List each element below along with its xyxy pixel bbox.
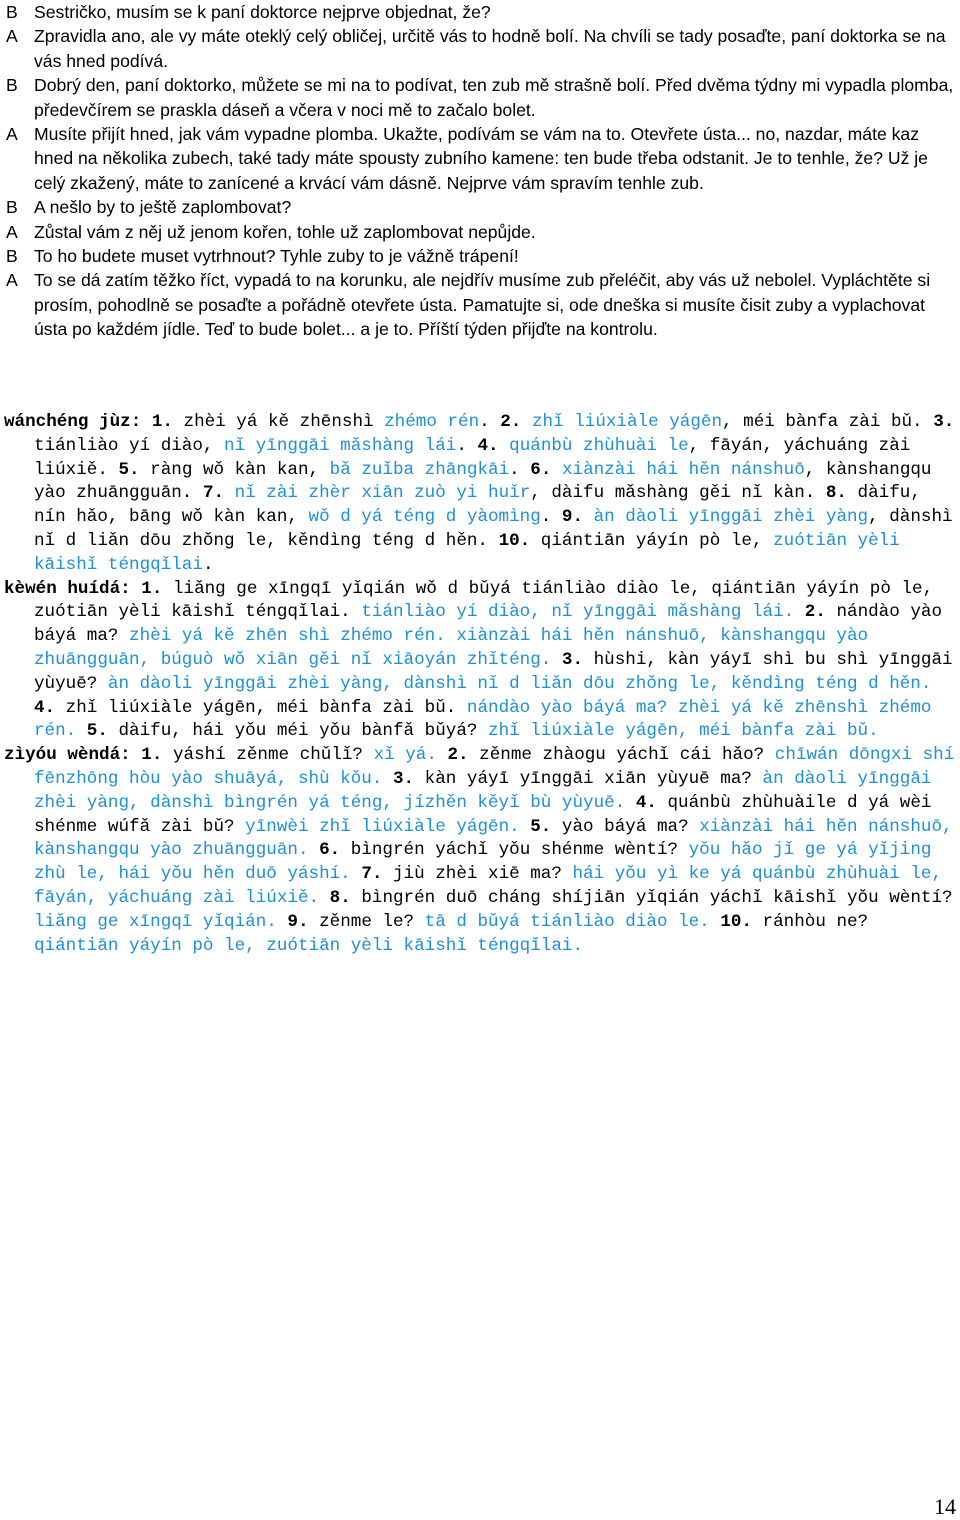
section-label: wánchéng jùz: [4, 412, 142, 432]
exercise-text [309, 840, 320, 860]
exercise-text: . [202, 554, 214, 575]
pinyin-exercises [4, 411, 960, 958]
exercise-text: bìngrén yáchǐ yǒu shénme wèntí? [340, 840, 689, 861]
dialogue-text [34, 73, 956, 122]
item-number: 5. [530, 816, 552, 837]
dialogue-text [34, 24, 956, 73]
item-number: 4. [34, 697, 56, 718]
exercise-text: . [456, 435, 478, 456]
exercise-text [131, 579, 142, 599]
exercise-text: , kànshangqu yào zhuāngguān. [34, 459, 932, 504]
dialogue-text-span: To ho budete muset vytrhnout? Tyhle zuby to je vážně trápení! [34, 246, 519, 267]
exercise-text: , fāyán, yáchuáng zài liúxiě. [34, 435, 911, 480]
exercise-text [351, 864, 362, 884]
item-number: 9. [561, 507, 584, 528]
exercise-text: dàifu, hái yǒu méi yǒu bànfǎ bǔyá? [107, 721, 489, 742]
exercise-text: yáshí zěnme chǔlǐ? [162, 745, 374, 766]
exercise-text: jiù zhèi xiē ma? [382, 864, 573, 885]
speaker-label: A [6, 270, 18, 291]
dialogue-line [6, 195, 956, 219]
dialogue-text-span: To se dá zatím těžko říct, vypadá to na korunku, ale nejdřív musíme zub přeléčit, aby vás už nebolel. Vypláchtěte si prosím, pohodlně se posaďte a pořádně otevřete ústa. Pamatujte si, ode dneška si musíte čisit zuby a vyplachovat ústa po každém jídle. Teď to bude bolet... a je to. Příští týden přijďte na kontrolu. [34, 270, 931, 340]
exercise-text [131, 745, 142, 765]
item-number: 5. [118, 459, 140, 480]
item-number: 3. [392, 768, 415, 789]
answer-text: yǒu hǎo jǐ ge yá yǐjing zhù le, hái yǒu hěn duō yáshí. [34, 840, 932, 885]
exercise-text: kàn yáyī yīnggāi xiān yùyuē ma? [414, 768, 763, 789]
item-number: 4. [477, 435, 499, 456]
answer-text: zuótiān yèli kāishǐ téngqǐlai [34, 530, 900, 575]
dialogue-line [6, 220, 956, 244]
dialogue-text [34, 220, 956, 244]
answer-text: zhémo rén [384, 412, 480, 432]
item-number: 3. [561, 649, 584, 670]
exercise-text [76, 721, 87, 741]
exercise-text: ràng wǒ kàn kan, [139, 459, 330, 480]
exercise-section [4, 578, 960, 745]
answer-text: tiánliào yí diào, nǐ yīnggāi mǎshàng lái. [361, 602, 795, 623]
exercise-text: tiánliào yí diào, [34, 435, 225, 456]
dialogue-text [34, 0, 956, 24]
exercise-text [625, 793, 636, 813]
exercise-text: , dànshì nǐ d liǎn dōu zhǒng le, kěndìng téng d hěn. [34, 507, 953, 551]
exercise-text [437, 745, 448, 765]
answer-text: àn dàoli yīnggāi zhèi yàng, dànshì nǐ d liǎn dōu zhǒng le, kěndìng téng d hěn. [107, 673, 932, 694]
answer-text: nándào yào báyá ma? zhèi yá kě zhēnshì zhémo rén. [34, 697, 932, 742]
exercise-section [4, 744, 960, 958]
dialogue-text-span: Dobrý den, paní doktorko, můžete se mi na to podívat, ten zub mě strašně bolí. Před dvěma týdny mi vypadla plomba, předevčírem se praskla dáseň a včera v noci mě to začalo bolet. [34, 75, 954, 120]
exercise-text: , méi bànfa zài bǔ. [722, 412, 934, 432]
answer-text: wǒ d yá téng d yàomìng [308, 507, 541, 528]
exercise-text: . [540, 507, 562, 528]
item-number: 9. [287, 911, 309, 932]
speaker-label: B [6, 2, 18, 22]
exercise-text: dàifu, nín hǎo, bāng wǒ kàn kan, [34, 483, 921, 528]
answer-text: àn dàoli yīnggāi zhèi yàng, dànshì bìngrén yá téng, jízhěn kěyǐ bù yùyuē. [34, 768, 932, 813]
answer-text: yīnwèi zhǐ liúxiàle yágēn. [245, 816, 520, 837]
item-number: 2. [804, 602, 826, 623]
speaker-label: B [6, 197, 18, 218]
answer-text: tā d bǔyá tiánliào diào le. [424, 911, 710, 932]
item-number: 2. [500, 412, 522, 432]
dialogue-line [6, 268, 956, 341]
dialogue-text-span: Musíte přijít hned, jak vám vypadne plomba. Ukažte, podívám se vám na to. Otevřete ústa... no, nazdar, máte kaz hned na několika zubech, také tady máte spousty zubního kamene: ten bude třeba odstanit. Je to tenhle, že? Už je celý zkažený, máte to zanícené a krvácí vám dásně. Nejprve vám spravím tenhle zub. [34, 124, 928, 193]
exercise-text: zhǐ liúxiàle yágēn, méi bànfa zài bǔ. [55, 697, 467, 718]
page-number: 14 [934, 1494, 956, 1519]
exercise-text: , dàifu mǎshàng gěi nǐ kàn. [530, 483, 826, 504]
item-number: 10. [498, 530, 531, 551]
item-number: 10. [720, 911, 752, 932]
exercise-text [319, 888, 330, 908]
answer-text: qiántiān yáyín pò le, zuótiān yèli kāishǐ téngqǐlai. [34, 935, 584, 956]
exercise-text: qiántiān yáyín pò le, [530, 530, 774, 551]
item-number: 3. [933, 412, 955, 432]
exercise-text: . [479, 412, 501, 432]
dialogue-text [34, 195, 956, 219]
answer-text: xiànzài hái hěn nánshuō, kànshangqu yào zhuāngguān, búguò wǒ xiān gěi nǐ xiāoyán zhǐténg. [34, 626, 869, 670]
exercise-text: bìngrén duō cháng shíjiān yǐqián yáchǐ kāishǐ yǒu wèntí? [350, 887, 953, 908]
exercise-text [499, 436, 510, 456]
exercise-text [710, 912, 721, 932]
dialogue-text [34, 244, 956, 268]
dialogue-line [6, 122, 956, 195]
exercise-section [4, 411, 960, 578]
item-number: 5. [86, 721, 108, 742]
item-number: 6. [319, 840, 341, 861]
dialogue-line [6, 0, 956, 24]
exercise-text [446, 626, 457, 646]
speaker-label: A [6, 26, 18, 47]
dialogue-line [6, 24, 956, 73]
exercise-text: nándào yào báyá ma? [34, 602, 943, 647]
exercise-text: . [509, 459, 531, 480]
dialogue-text [34, 268, 956, 341]
exercise-text [551, 650, 562, 670]
item-number: 6. [530, 459, 552, 480]
exercise-text: quánbù zhùhuàile d yá wèi shénme wúfǎ zài bǔ? [34, 792, 932, 837]
item-number: 8. [329, 887, 351, 908]
exercise-text [521, 412, 532, 432]
answer-text: nǐ yīnggāi mǎshàng lái [224, 435, 457, 456]
dialogue-text-span: A nešlo by to ještě zaplombovat? [34, 197, 292, 218]
exercise-text [382, 769, 393, 789]
answer-text: bǎ zuǐba zhāngkāi [329, 459, 510, 480]
item-number: 1. [141, 745, 163, 766]
answer-text: xǐ yá. [373, 745, 437, 766]
answer-text: xiànzài hái hěn nánshuō [561, 459, 805, 480]
answer-text: zhèi yá kě zhēn shì zhémo rén. [129, 626, 446, 647]
item-number: 1. [141, 578, 163, 599]
answer-text: quánbù zhùhuài le [509, 435, 689, 456]
speaker-label: B [6, 246, 18, 267]
item-number: 7. [361, 864, 383, 885]
answer-text: xiànzài hái hěn nánshuō, kànshangqu yào zhuāngguān. [34, 816, 953, 861]
dialogue-text [34, 122, 956, 195]
exercise-text [141, 412, 152, 432]
speaker-label: B [6, 75, 18, 96]
answer-text: hái yǒu yì ke yá quánbù zhùhuài le, fāyán, yáchuáng zài liúxiě. [34, 864, 943, 908]
exercise-text [551, 460, 562, 480]
czech-dialogue [6, 0, 956, 342]
answer-text: nǐ zài zhèr xiān zuò yi huǐr [234, 483, 531, 504]
speaker-label: A [6, 124, 18, 145]
answer-text: zhǐ liúxiàle yágēn [531, 412, 723, 432]
answer-text: zhǐ liúxiàle yágēn, méi bànfa zài bǔ. [488, 721, 879, 742]
dialogue-text-span: Zůstal vám z něj už jenom kořen, tohle už zaplombovat nepůjde. [34, 221, 536, 242]
item-number: 4. [635, 792, 657, 813]
exercise-text [583, 507, 594, 527]
exercise-text [224, 483, 235, 503]
dialogue-text-span: Sestričko, musím se k paní doktorce nejprve objednat, že? [34, 2, 491, 22]
exercise-text: zhèi yá kě zhēnshì [172, 412, 385, 432]
exercise-text: hùshi, kàn yáyī shì bu shì yīnggāi yùyuē? [34, 649, 953, 694]
exercise-text: zěnme zhàogu yáchǐ cái hǎo? [468, 745, 775, 766]
item-number: 7. [202, 483, 225, 504]
exercise-text [520, 817, 531, 837]
exercise-text: zěnme le? [308, 911, 425, 932]
dialogue-text-span: Zpravidla ano, ale vy máte oteklý celý obličej, určitě vás to hodně bolí. Na chvíli se tady posaďte, paní doktorka se na vás hned podívá. [34, 26, 946, 71]
exercise-text: liǎng ge xīngqī yǐqián wǒ d bǔyá tiánliào diào le, qiántiān yáyín pò le, zuótiān yèli kāishǐ téngqǐlai. [34, 578, 934, 623]
exercise-text [794, 602, 805, 622]
answer-text: àn dàoli yīnggāi zhèi yàng [593, 507, 869, 528]
section-label: kèwén huídá: [4, 578, 131, 599]
exercise-text: ránhòu ne? [752, 911, 869, 932]
answer-text: chīwán dōngxi shí fēnzhōng hòu yào shuāyá, shù kǒu. [34, 745, 955, 789]
dialogue-line [6, 73, 956, 122]
exercise-text [277, 912, 288, 932]
speaker-label: A [6, 221, 18, 242]
section-label: zìyóu wèndá: [4, 745, 131, 766]
dialogue-line [6, 244, 956, 268]
item-number: 8. [825, 483, 847, 504]
answer-text: liǎng ge xīngqī yǐqián. [34, 911, 277, 932]
exercise-text: yào báyá ma? [551, 816, 700, 837]
item-number: 1. [151, 412, 173, 432]
item-number: 2. [447, 745, 469, 766]
